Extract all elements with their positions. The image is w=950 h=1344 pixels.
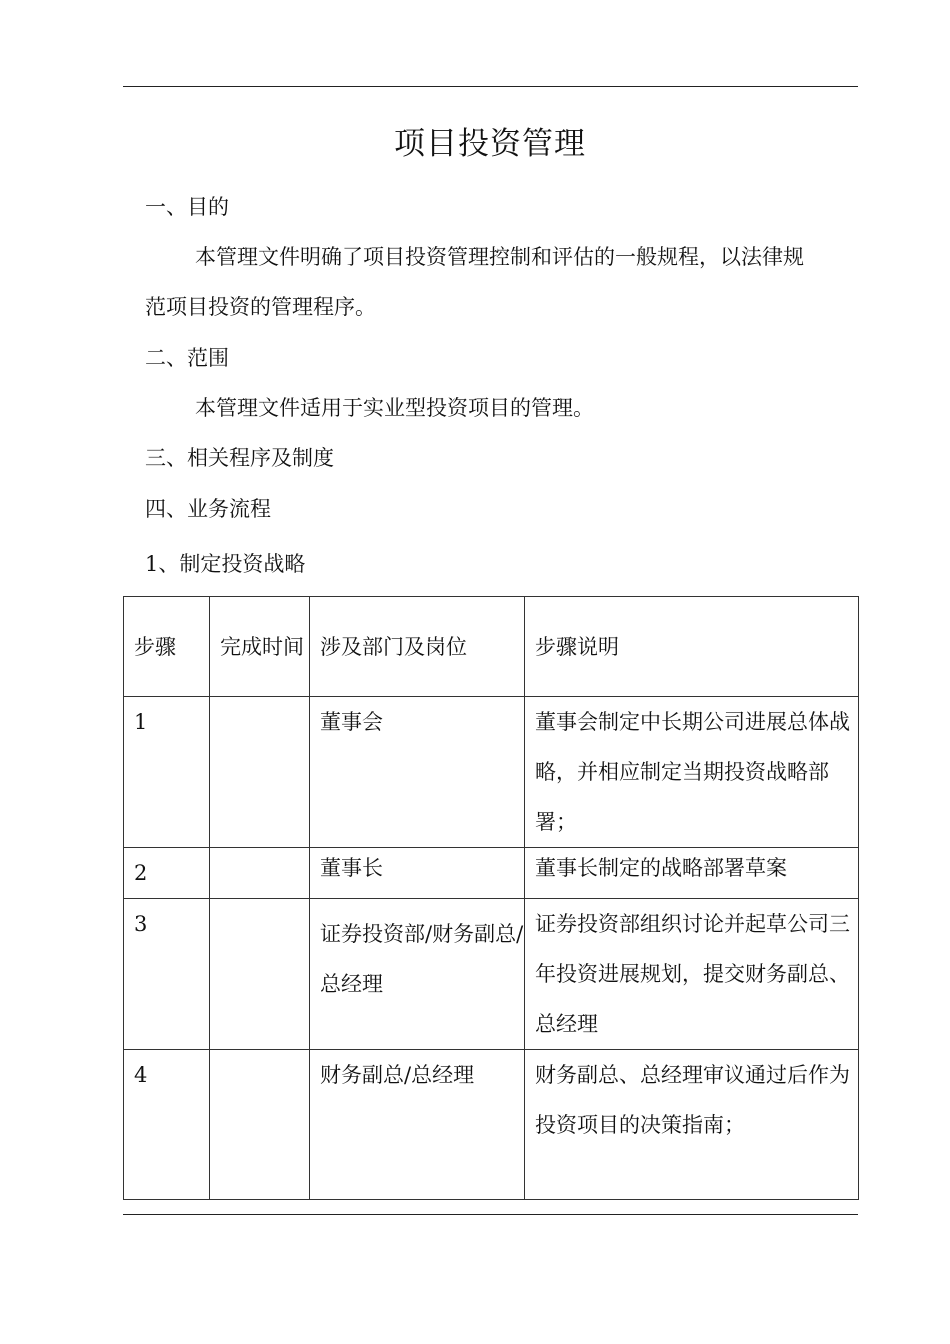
cell-step: 1 <box>124 697 210 848</box>
header-dept: 涉及部门及岗位 <box>310 597 525 697</box>
cell-desc: 财务副总、总经理审议通过后作为投资项目的决策指南； <box>525 1050 859 1200</box>
table-row <box>124 848 859 899</box>
cell-time <box>210 697 310 848</box>
section-2-heading: 二、范围 <box>145 346 229 370</box>
cell-dept: 证券投资部/财务副总/总经理 <box>310 899 525 1050</box>
cell-step: 2 <box>124 848 210 899</box>
section-2-body: 本管理文件适用于实业型投资项目的管理。 <box>195 396 594 420</box>
cell-dept: 财务副总/总经理 <box>310 1050 525 1200</box>
section-4-heading: 四、业务流程 <box>145 497 271 521</box>
table-header-row <box>124 597 859 697</box>
section-1-body-line-2: 范项目投资的管理程序。 <box>145 295 376 319</box>
cell-time <box>210 1050 310 1200</box>
header-desc: 步骤说明 <box>525 597 859 697</box>
cell-desc: 证券投资部组织讨论并起草公司三年投资进展规划，提交财务副总、总经理 <box>525 899 859 1050</box>
cell-desc: 董事会制定中长期公司进展总体战略，并相应制定当期投资战略部署； <box>525 697 859 848</box>
header-rule <box>123 86 858 87</box>
subsection-1-heading: 1、制定投资战略 <box>145 552 306 576</box>
table-row <box>124 899 859 1050</box>
cell-dept: 董事会 <box>310 697 525 848</box>
header-time: 完成时间 <box>210 597 310 697</box>
cell-time <box>210 899 310 1050</box>
footer-rule <box>123 1214 858 1215</box>
section-1-heading: 一、目的 <box>145 195 229 219</box>
cell-dept: 董事长 <box>310 848 525 899</box>
cell-time <box>210 848 310 899</box>
cell-desc: 董事长制定的战略部署草案 <box>525 848 859 899</box>
document-title: 项目投资管理 <box>394 126 586 162</box>
section-1-body-line-1: 本管理文件明确了项目投资管理控制和评估的一般规程，以法律规 <box>195 245 804 269</box>
cell-step: 4 <box>124 1050 210 1200</box>
process-table <box>123 596 859 1200</box>
table-row <box>124 1050 859 1200</box>
header-step: 步骤 <box>124 597 210 697</box>
table-row <box>124 697 859 848</box>
section-3-heading: 三、相关程序及制度 <box>145 446 334 470</box>
cell-step: 3 <box>124 899 210 1050</box>
